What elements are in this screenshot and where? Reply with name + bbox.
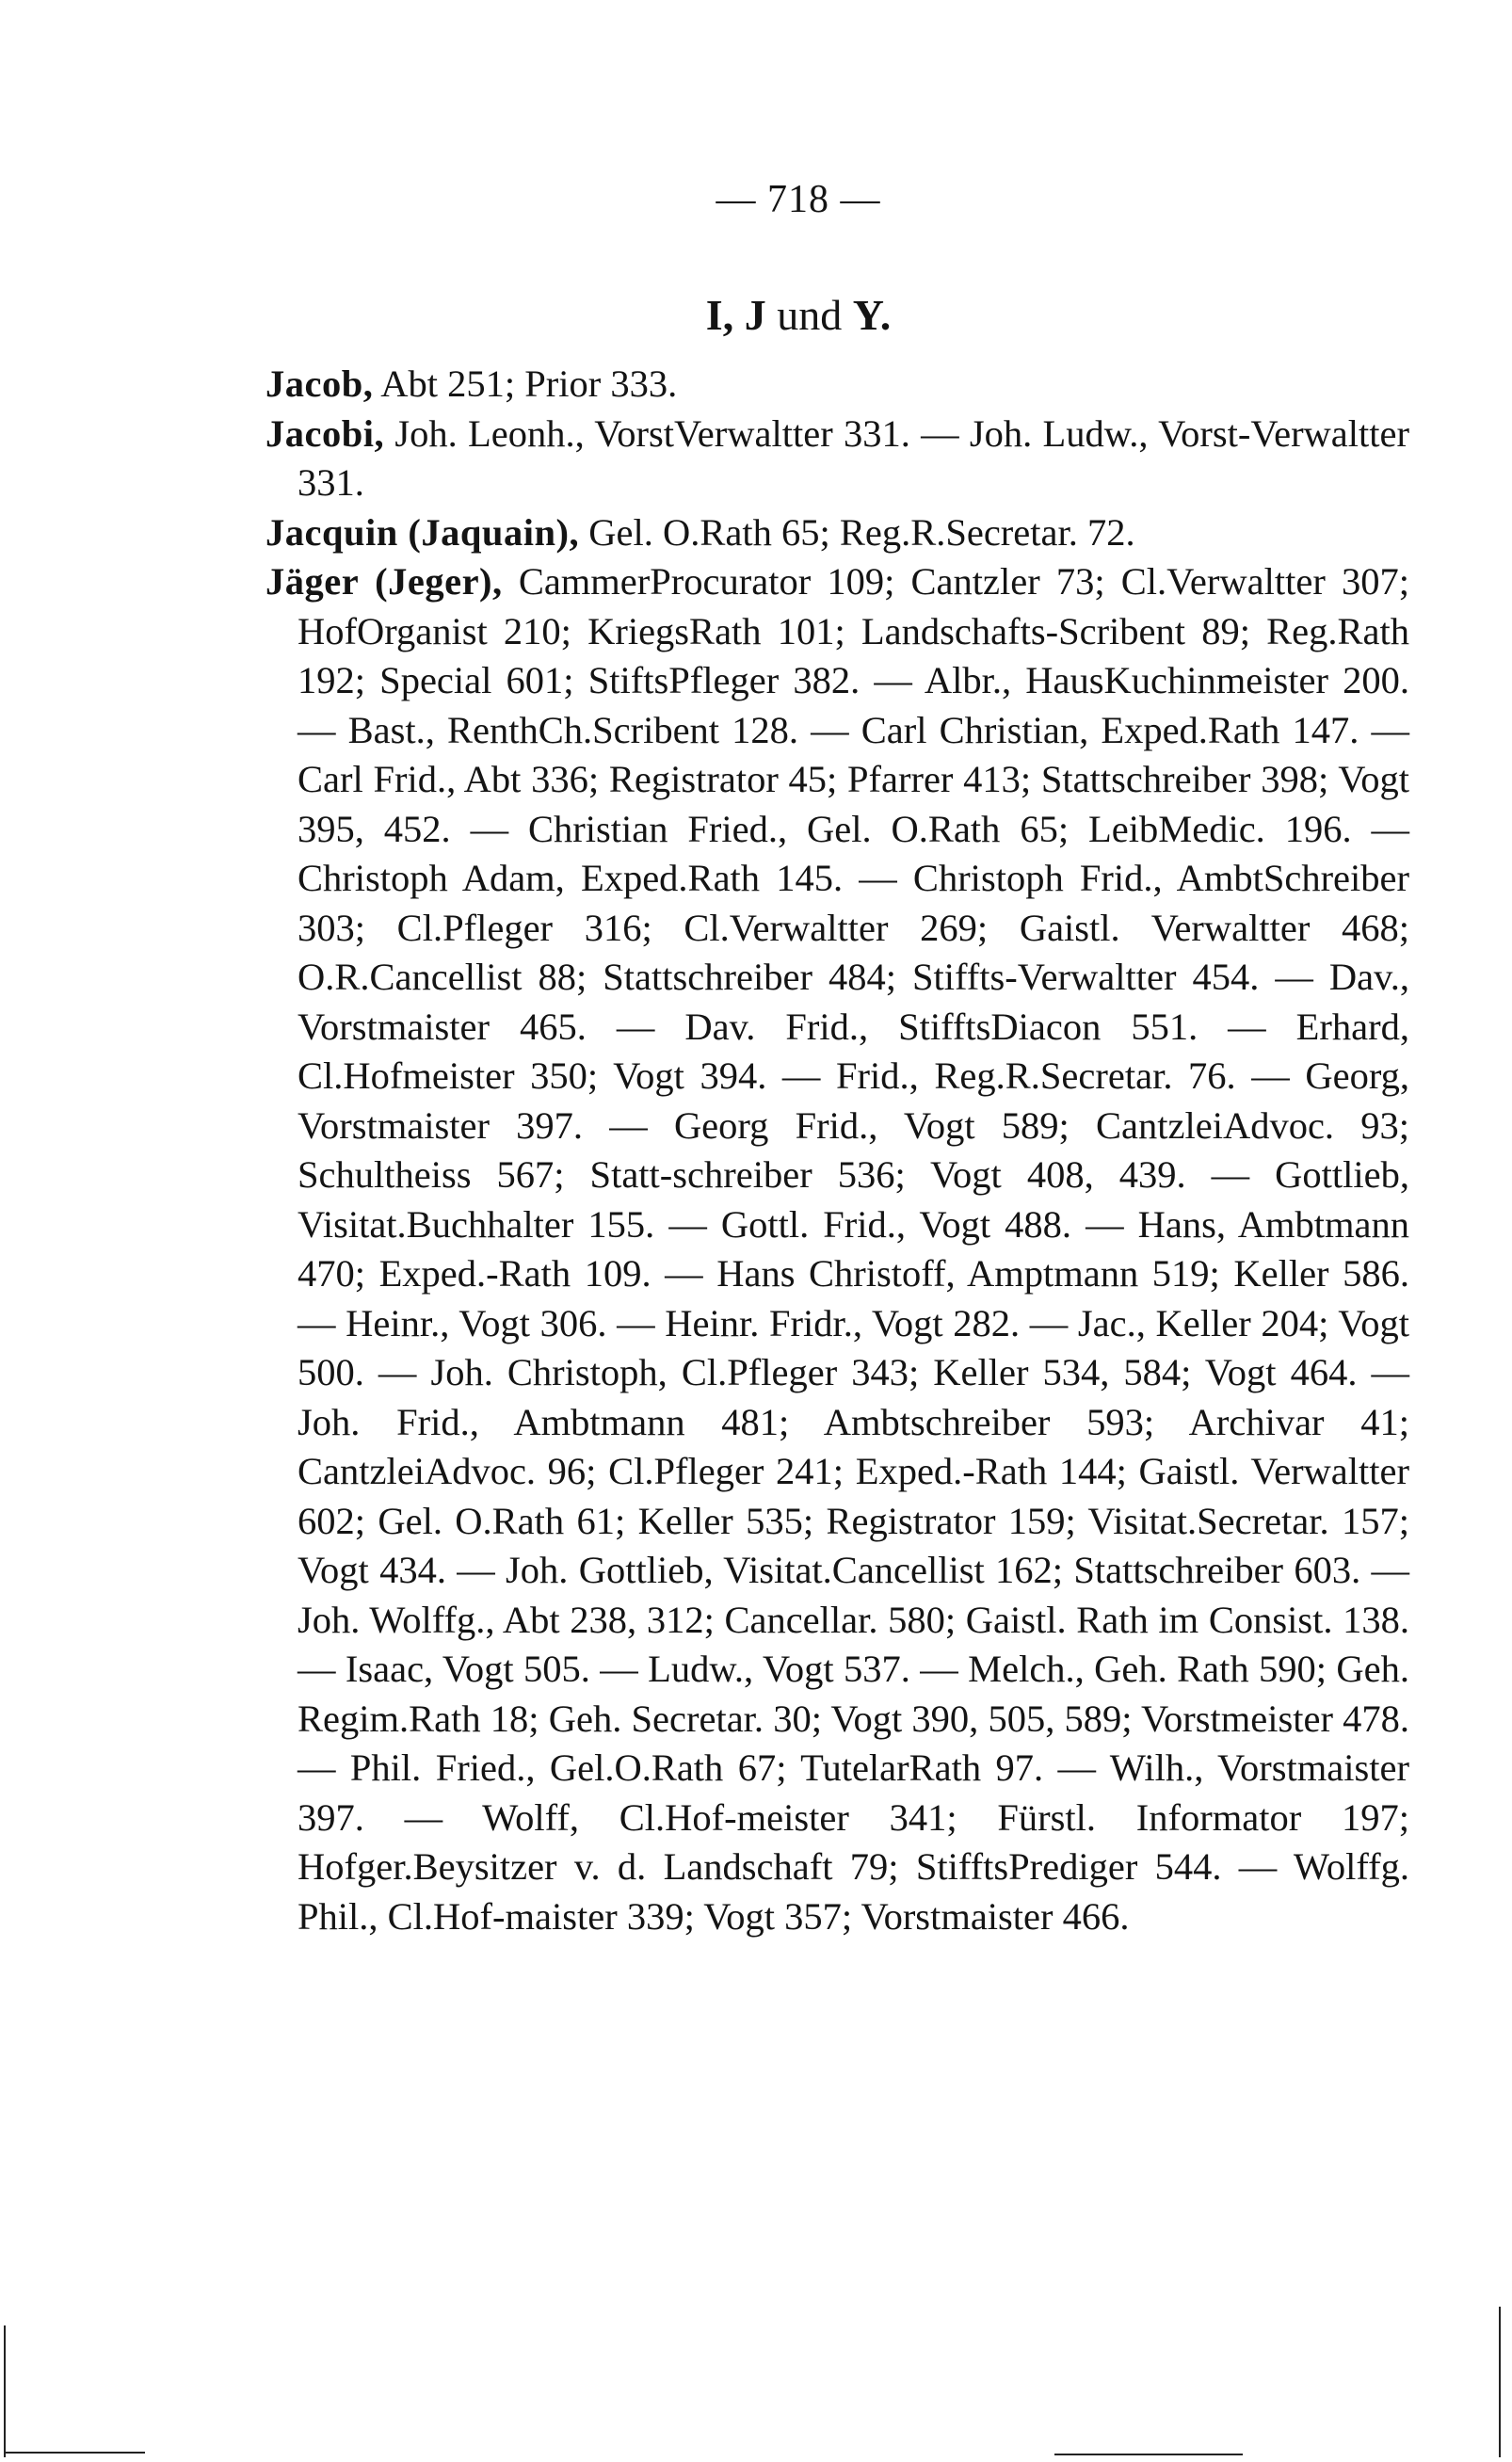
- section-heading-last-letter: Y.: [852, 291, 892, 339]
- scan-edge-right-line: [1499, 2307, 1501, 2457]
- entry-jacobi: [265, 410, 1409, 508]
- section-heading: [0, 290, 1512, 340]
- entry-jaeger: [265, 557, 1409, 1941]
- entry-text: Joh. Leonh., VorstVerwaltter 331. — Joh. Ludw., Vorst-Verwaltter 331.: [298, 411, 1409, 504]
- entry-headword: Jacquin (Jaquain),: [265, 510, 580, 554]
- entry-text: CammerProcurator 109; Cantzler 73; Cl.Verwaltter 307; HofOrganist 210; KriegsRath 101; Landschafts-Scribent 89; Reg.Rath 192; Special 601; StiftsPfleger 382. — Albr., HausKuchinmeister 200. — Bast., RenthCh.Scribent 128. — Carl Christian, Exped.Rath 147. — Carl Frid., Abt 336; Registrator 45; Pfarrer 413; Stattschreiber 398; Vogt 395, 452. — Christian Fried., Gel. O.Rath 65; LeibMedic. 196. — Christoph Adam, Exped.Rath 145. — Christoph Frid., AmbtSchreiber 303; Cl.Pfleger 316; Cl.Verwaltter 269; Gaistl. Verwaltter 468; O.R.Cancellist 88; Stattschreiber 484; Stiffts-Verwaltter 454. — Dav., Vorstmaister 465. — Dav. Frid., StifftsDiacon 551. — Erhard, Cl.Hofmeister 350; Vogt 394. — Frid., Reg.R.Secretar. 76. — Georg, Vorstmaister 397. — Georg Frid., Vogt 589; CantzleiAdvoc. 93; Schultheiss 567; Statt-schreiber 536; Vogt 408, 439. — Gottlieb, Visitat.Buchhalter 155. — Gottl. Frid., Vogt 488. — Hans, Ambtmann 470; Exped.-Rath 109. — Hans Christoff, Amptmann 519; Keller 586. — Heinr., Vogt 306. — Heinr. Fridr., Vogt 282. — Jac., Keller 204; Vogt 500. — Joh. Christoph, Cl.Pfleger 343; Keller 534, 584; Vogt 464. — Joh. Frid., Ambtmann 481; Ambtschreiber 593; Archivar 41; CantzleiAdvoc. 96; Cl.Pfleger 241; Exped.-Rath 144; Gaistl. Verwaltter 602; Gel. O.Rath 61; Keller 535; Registrator 159; Visitat.Secretar. 157; Vogt 434. — Joh. Gottlieb, Visitat.Cancellist 162; Stattschreiber 603. — Joh. Wolffg., Abt 238, 312; Cancellar. 580; Gaistl. Rath im Consist. 138. — Isaac, Vogt 505. — Ludw., Vogt 537. — Melch., Geh. Rath 590; Geh. Regim.Rath 18; Geh. Secretar. 30; Vogt 390, 505, 589; Vorstmeister 478. — Phil. Fried., Gel.O.Rath 67; TutelarRath 97. — Wilh., Vorstmaister 397. — Wolff, Cl.Hof-meister 341; Fürstl. Informator 197; Hofger.Beysitzer v. d. Landschaft 79; StifftsPrediger 544. — Wolffg. Phil., Cl.Hof-maister 339; Vogt 357; Vorstmaister 466.: [298, 560, 1409, 1938]
- entry-text: Abt 251; Prior 333.: [373, 362, 678, 405]
- scan-edge-bottom-left-line: [4, 2452, 145, 2454]
- entry-headword: Jäger (Jeger),: [265, 560, 503, 603]
- entry-text: Gel. O.Rath 65; Reg.R.Secretar. 72.: [579, 510, 1135, 554]
- page-number: — 718 —: [716, 178, 881, 221]
- entry-headword: Jacob,: [265, 362, 374, 405]
- register-entries: [265, 360, 1409, 1941]
- section-heading-conjunction: und: [777, 291, 843, 339]
- scan-edge-bottom-right-line: [1054, 2454, 1243, 2455]
- entry-headword: Jacobi,: [265, 411, 385, 455]
- scan-edge-left-line: [4, 2325, 6, 2457]
- entry-jacquin: [265, 508, 1409, 558]
- section-heading-letters: I, J: [705, 291, 766, 339]
- entry-jacob: [265, 360, 1409, 410]
